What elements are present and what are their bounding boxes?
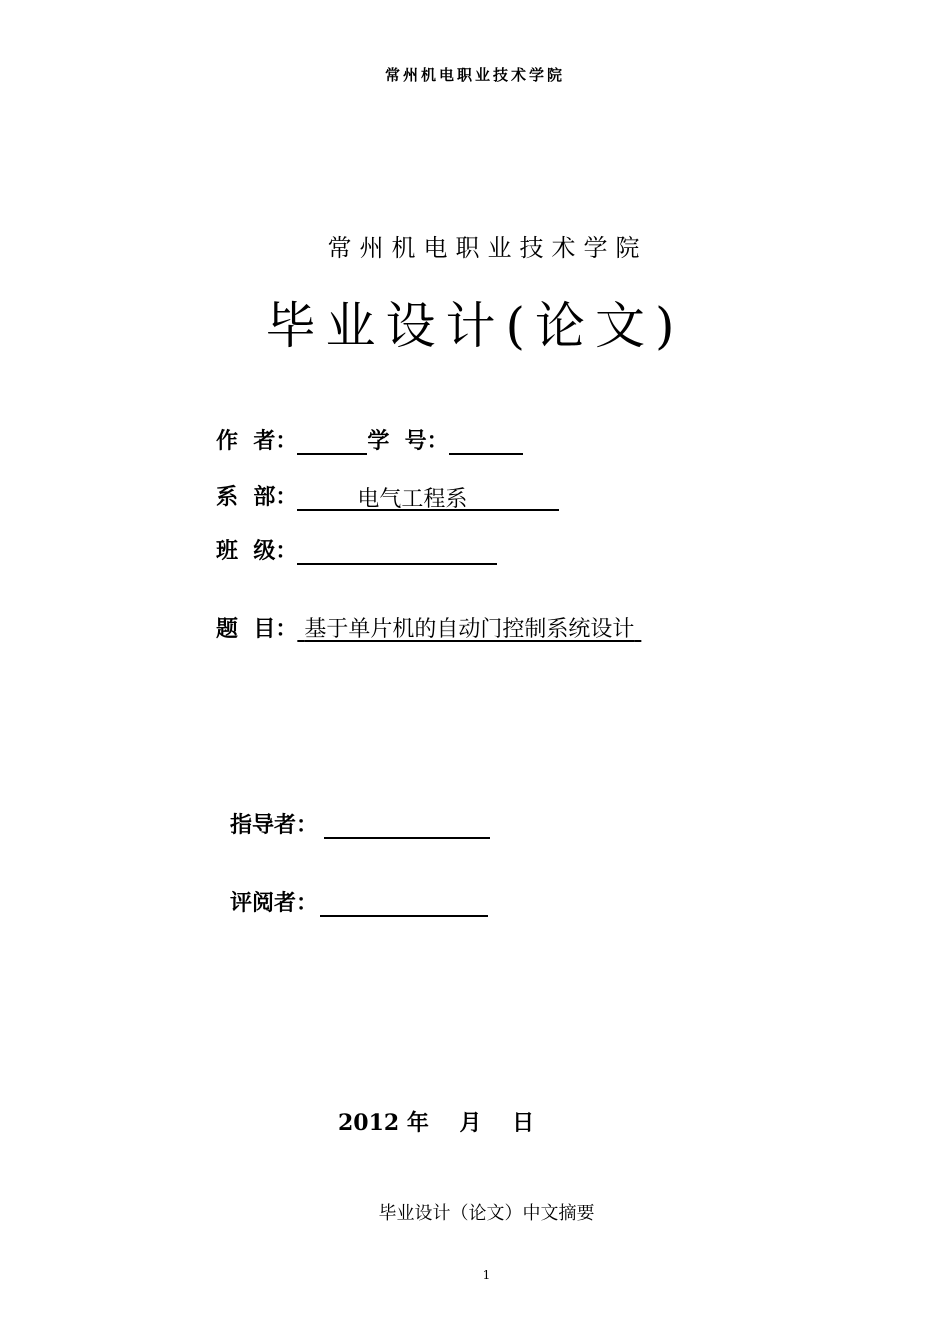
topic-row (216, 612, 641, 643)
advisor-blank (324, 813, 490, 839)
reviewer-row (230, 886, 488, 917)
department-row (216, 480, 559, 511)
advisor-row (230, 808, 490, 839)
author-blank (297, 429, 367, 455)
abstract-heading: 毕业设计（论文）中文摘要 (378, 1203, 595, 1224)
department-label: 系 部： (216, 485, 298, 510)
student-id-label: 学 号： (367, 429, 449, 454)
reviewer-label: 评阅者： (230, 891, 319, 916)
topic-text: 基于单片机的自动门控制系统设计 (304, 617, 635, 642)
department-blank (297, 485, 559, 511)
advisor-label: 指导者： (230, 813, 319, 838)
topic-label: 题 目： (216, 617, 298, 642)
class-label: 班 级： (216, 539, 298, 564)
author-label: 作 者： (216, 429, 298, 454)
college-name: 常州机电职业技术学院 (327, 234, 648, 262)
topic-value (297, 617, 641, 642)
document-title: 毕业设计(论文) (265, 297, 685, 355)
page-number: 1 (482, 1268, 491, 1282)
date-line: 2012 年 月 日 (338, 1110, 535, 1136)
department-value: 电气工程系 (357, 487, 468, 512)
reviewer-blank (320, 891, 488, 917)
running-header: 常州机电职业技术学院 (384, 66, 565, 84)
class-row (216, 534, 497, 565)
author-row (216, 424, 523, 455)
student-id-blank (449, 429, 523, 455)
class-blank (297, 539, 497, 565)
